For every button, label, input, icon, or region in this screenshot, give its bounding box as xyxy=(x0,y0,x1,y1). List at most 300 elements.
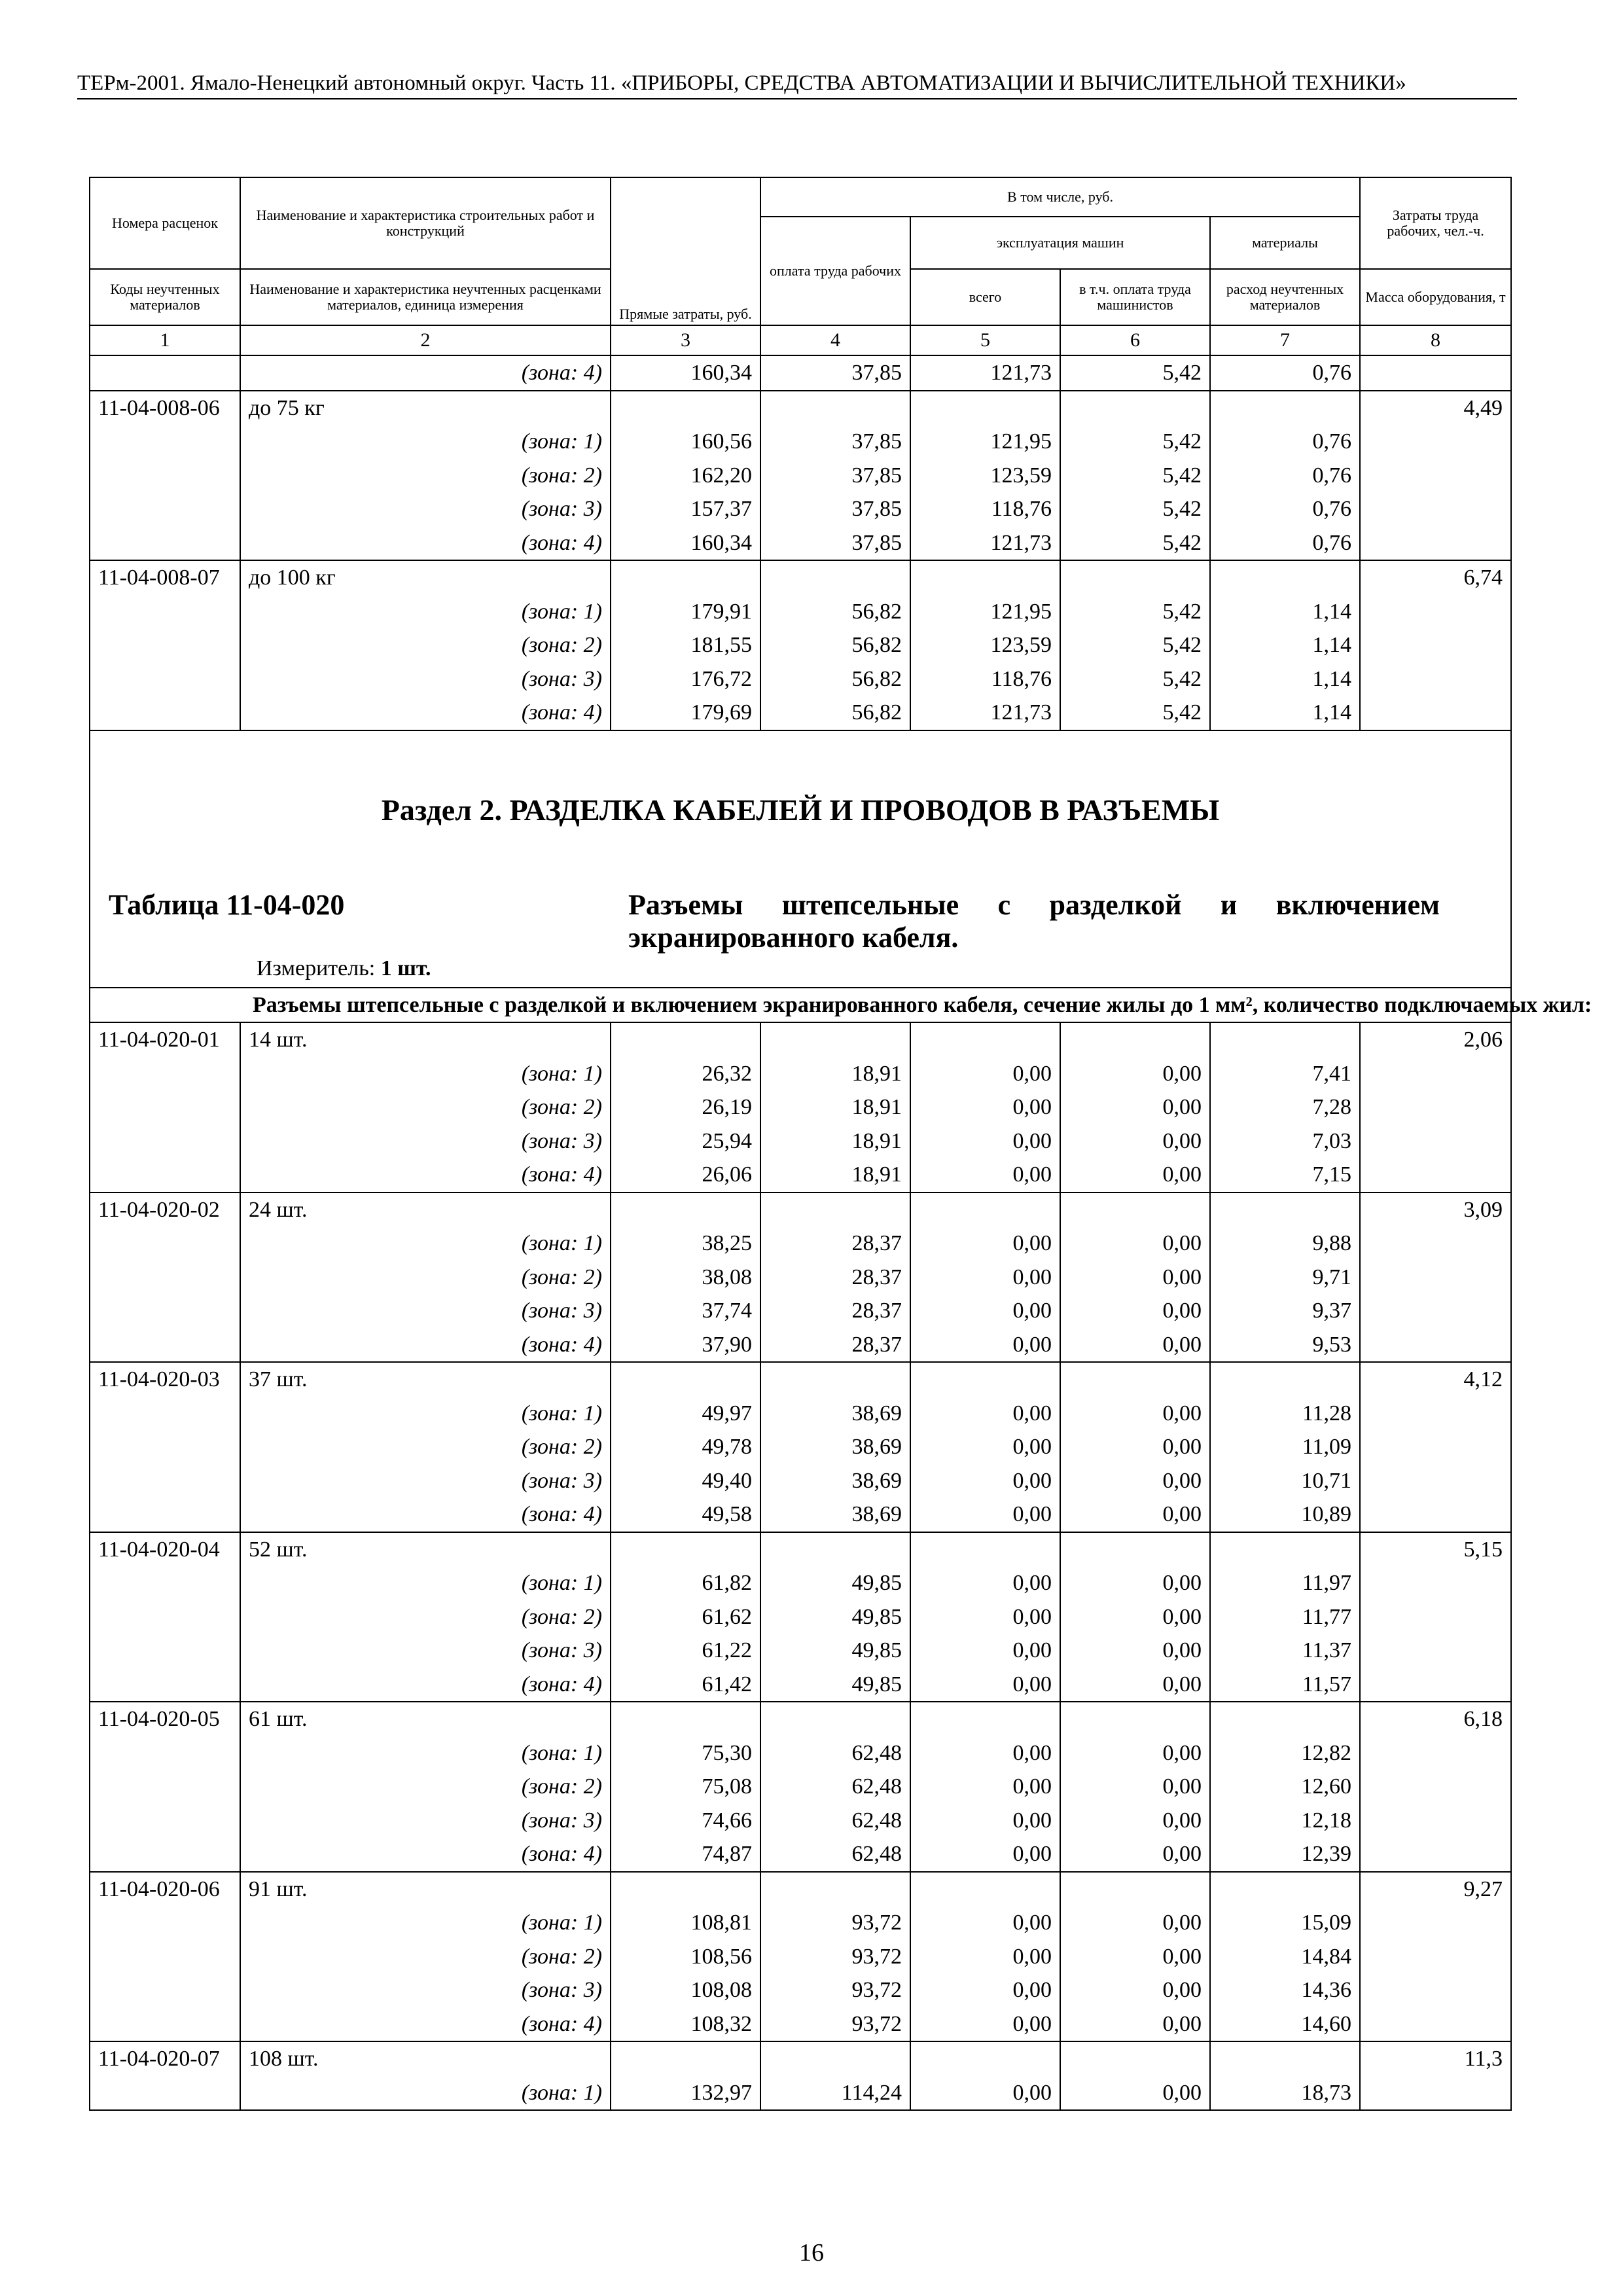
labor-cell xyxy=(1360,1498,1511,1532)
table-body-1 xyxy=(90,355,1511,730)
zone-label: (зона: 3) xyxy=(240,492,611,526)
code-cell xyxy=(90,1498,240,1532)
value-cell: 18,91 xyxy=(760,1124,910,1158)
labor-cell xyxy=(1360,1973,1511,2007)
value-cell: 0,00 xyxy=(1060,1397,1210,1431)
value-cell: 0,00 xyxy=(910,1804,1060,1838)
zone-row xyxy=(90,1057,1511,1091)
value-cell: 38,69 xyxy=(760,1498,910,1532)
measure-value: 1 шт. xyxy=(380,956,431,980)
value-cell: 0,00 xyxy=(1060,1464,1210,1498)
value-cell: 7,41 xyxy=(1210,1057,1360,1091)
value-cell: 0,00 xyxy=(910,1057,1060,1091)
labor-cell xyxy=(1360,1837,1511,1872)
measure xyxy=(90,954,1510,987)
item-name: 91 шт. xyxy=(240,1872,611,1907)
empty-cell xyxy=(1210,1193,1360,1227)
empty-cell xyxy=(760,391,910,425)
zone-row xyxy=(90,1837,1511,1872)
zone-label: (зона: 3) xyxy=(240,1294,611,1328)
value-cell: 38,08 xyxy=(611,1261,760,1295)
code-cell xyxy=(90,1090,240,1124)
page-number: 16 xyxy=(799,2239,824,2267)
code-cell xyxy=(90,1973,240,2007)
labor-cell xyxy=(1360,1600,1511,1634)
zone-row xyxy=(90,1736,1511,1770)
empty-cell xyxy=(760,1022,910,1057)
value-cell: 37,85 xyxy=(760,526,910,561)
empty-cell xyxy=(760,1702,910,1736)
value-cell: 121,73 xyxy=(910,526,1060,561)
value-cell: 0,00 xyxy=(910,1090,1060,1124)
value-cell: 10,89 xyxy=(1210,1498,1360,1532)
value-cell: 176,72 xyxy=(611,662,760,696)
value-cell: 0,00 xyxy=(910,1464,1060,1498)
empty-cell xyxy=(760,560,910,595)
zone-row xyxy=(90,1668,1511,1702)
code-cell xyxy=(90,1124,240,1158)
value-cell: 11,97 xyxy=(1210,1566,1360,1600)
value-cell: 0,00 xyxy=(910,1294,1060,1328)
table-body-2 xyxy=(90,1022,1511,2110)
value-cell: 37,85 xyxy=(760,355,910,391)
empty-cell xyxy=(1210,1022,1360,1057)
value-cell: 56,82 xyxy=(760,628,910,662)
value-cell: 0,00 xyxy=(1060,1158,1210,1193)
value-cell: 0,00 xyxy=(1060,1090,1210,1124)
value-cell: 38,25 xyxy=(611,1227,760,1261)
labor-cell xyxy=(1360,1430,1511,1464)
zone-label: (зона: 4) xyxy=(240,1837,611,1872)
value-cell: 179,69 xyxy=(611,696,760,730)
value-cell: 38,69 xyxy=(760,1464,910,1498)
zone-label: (зона: 1) xyxy=(240,425,611,459)
value-cell: 0,00 xyxy=(1060,1837,1210,1872)
zone-label: (зона: 3) xyxy=(240,1464,611,1498)
code-cell xyxy=(90,1668,240,1702)
column-number: 5 xyxy=(910,325,1060,355)
item-name: 37 шт. xyxy=(240,1362,611,1397)
value-cell: 5,42 xyxy=(1060,662,1210,696)
value-cell: 37,85 xyxy=(760,492,910,526)
labor-cell xyxy=(1360,1057,1511,1091)
code-cell xyxy=(90,459,240,493)
value-cell: 0,00 xyxy=(910,1566,1060,1600)
code-cell xyxy=(90,492,240,526)
code-cell xyxy=(90,1057,240,1091)
value-cell: 0,00 xyxy=(1060,1804,1210,1838)
item-name: 14 шт. xyxy=(240,1022,611,1057)
value-cell: 0,00 xyxy=(910,1328,1060,1363)
rate-code: 11-04-020-05 xyxy=(90,1702,240,1736)
column-number: 7 xyxy=(1210,325,1360,355)
item-name: до 100 кг xyxy=(240,560,611,595)
value-cell: 108,81 xyxy=(611,1906,760,1940)
value-cell: 11,37 xyxy=(1210,1634,1360,1668)
code-cell xyxy=(90,355,240,391)
value-cell: 0,00 xyxy=(1060,1328,1210,1363)
zone-label: (зона: 2) xyxy=(240,1770,611,1804)
zone-row xyxy=(90,1090,1511,1124)
code-cell xyxy=(90,1566,240,1600)
value-cell: 12,60 xyxy=(1210,1770,1360,1804)
value-cell: 1,14 xyxy=(1210,628,1360,662)
zone-row xyxy=(90,459,1511,493)
value-cell: 0,00 xyxy=(1060,1430,1210,1464)
empty-cell xyxy=(910,560,1060,595)
value-cell: 9,37 xyxy=(1210,1294,1360,1328)
value-cell: 0,76 xyxy=(1210,425,1360,459)
value-cell: 14,84 xyxy=(1210,1940,1360,1974)
code-cell xyxy=(90,595,240,629)
th-incpay: в т.ч. оплата труда машинистов xyxy=(1060,269,1210,325)
value-cell: 0,00 xyxy=(1060,1973,1210,2007)
zone-label: (зона: 3) xyxy=(240,1634,611,1668)
value-cell: 0,76 xyxy=(1210,355,1360,391)
value-cell: 18,91 xyxy=(760,1158,910,1193)
labor-cell xyxy=(1360,1124,1511,1158)
empty-cell xyxy=(611,1702,760,1736)
value-cell: 0,00 xyxy=(910,1600,1060,1634)
zone-label: (зона: 3) xyxy=(240,1124,611,1158)
labor-value: 4,12 xyxy=(1360,1362,1511,1397)
zone-row xyxy=(90,2007,1511,2042)
value-cell: 157,37 xyxy=(611,492,760,526)
value-cell: 0,00 xyxy=(910,2076,1060,2111)
value-cell: 118,76 xyxy=(910,492,1060,526)
zone-label: (зона: 2) xyxy=(240,1940,611,1974)
labor-cell xyxy=(1360,459,1511,493)
labor-cell xyxy=(1360,1158,1511,1193)
code-cell xyxy=(90,1158,240,1193)
column-number: 2 xyxy=(240,325,611,355)
item-row xyxy=(90,2041,1511,2076)
rate-code: 11-04-020-03 xyxy=(90,1362,240,1397)
rate-code: 11-04-020-07 xyxy=(90,2041,240,2076)
value-cell: 0,00 xyxy=(1060,1770,1210,1804)
value-cell: 37,74 xyxy=(611,1294,760,1328)
labor-cell xyxy=(1360,1464,1511,1498)
value-cell: 108,32 xyxy=(611,2007,760,2042)
zone-label: (зона: 2) xyxy=(240,1600,611,1634)
value-cell: 0,00 xyxy=(1060,1294,1210,1328)
zone-row xyxy=(90,662,1511,696)
item-row xyxy=(90,1362,1511,1397)
column-number: 1 xyxy=(90,325,240,355)
empty-cell xyxy=(910,1022,1060,1057)
value-cell: 0,00 xyxy=(910,1906,1060,1940)
value-cell: 0,00 xyxy=(910,1261,1060,1295)
value-cell: 0,76 xyxy=(1210,492,1360,526)
code-cell xyxy=(90,1328,240,1363)
value-cell: 0,00 xyxy=(1060,2076,1210,2111)
empty-cell xyxy=(760,2041,910,2076)
zone-row xyxy=(90,1397,1511,1431)
value-cell: 123,59 xyxy=(910,459,1060,493)
item-name: 108 шт. xyxy=(240,2041,611,2076)
code-cell xyxy=(90,425,240,459)
empty-cell xyxy=(1060,1532,1210,1567)
value-cell: 62,48 xyxy=(760,1770,910,1804)
th-mat: материалы xyxy=(1210,217,1360,269)
value-cell: 28,37 xyxy=(760,1227,910,1261)
value-cell: 121,73 xyxy=(910,355,1060,391)
zone-row xyxy=(90,1261,1511,1295)
code-cell xyxy=(90,1770,240,1804)
zone-label: (зона: 1) xyxy=(240,1736,611,1770)
empty-cell xyxy=(1060,1702,1210,1736)
value-cell: 7,15 xyxy=(1210,1158,1360,1193)
value-cell: 0,00 xyxy=(1060,1940,1210,1974)
value-cell: 93,72 xyxy=(760,2007,910,2042)
value-cell: 38,69 xyxy=(760,1430,910,1464)
zone-row xyxy=(90,526,1511,561)
labor-value: 4,49 xyxy=(1360,391,1511,425)
empty-cell xyxy=(1210,391,1360,425)
zone-label: (зона: 4) xyxy=(240,1498,611,1532)
value-cell: 10,71 xyxy=(1210,1464,1360,1498)
section-block xyxy=(90,730,1592,1023)
th-name: Наименование и характеристика строительных работ и конструкций xyxy=(240,177,611,269)
value-cell: 0,00 xyxy=(910,2007,1060,2042)
value-cell: 0,00 xyxy=(1060,1261,1210,1295)
value-cell: 37,85 xyxy=(760,459,910,493)
value-cell: 0,00 xyxy=(910,1124,1060,1158)
page-header: ТЕРм-2001. Ямало-Ненецкий автономный округ. Часть 11. «ПРИБОРЫ, СРЕДСТВА АВТОМАТИЗАЦИИ И ВЫЧИСЛИТЕЛЬНОЙ ТЕХНИКИ» xyxy=(77,71,1517,99)
value-cell: 14,60 xyxy=(1210,2007,1360,2042)
labor-cell xyxy=(1360,1294,1511,1328)
value-cell: 15,09 xyxy=(1210,1906,1360,1940)
th-mass: Масса оборудования, т xyxy=(1360,269,1511,325)
value-cell: 5,42 xyxy=(1060,595,1210,629)
value-cell: 0,00 xyxy=(1060,1634,1210,1668)
empty-cell xyxy=(1060,1022,1210,1057)
table-name: Разъемы штепсельные с разделкой и включением экранированного кабеля. xyxy=(628,888,1440,954)
value-cell: 56,82 xyxy=(760,696,910,730)
zone-label: (зона: 4) xyxy=(240,526,611,561)
zone-label: (зона: 2) xyxy=(240,1090,611,1124)
th-direct: Прямые затраты, руб. xyxy=(611,177,760,325)
group-title: Разъемы штепсельные с разделкой и включением экранированного кабеля, сечение жилы до 1 мм², количество подключаемых жил: xyxy=(90,988,1511,1023)
code-cell xyxy=(90,1600,240,1634)
zone-row xyxy=(90,1294,1511,1328)
labor-value: 5,15 xyxy=(1360,1532,1511,1567)
code-cell xyxy=(90,2076,240,2111)
value-cell: 74,87 xyxy=(611,1837,760,1872)
value-cell: 75,30 xyxy=(611,1736,760,1770)
empty-cell xyxy=(611,1022,760,1057)
labor-cell xyxy=(1360,355,1511,391)
value-cell: 74,66 xyxy=(611,1804,760,1838)
table-head xyxy=(90,177,1511,355)
value-cell: 0,00 xyxy=(1060,1566,1210,1600)
labor-cell xyxy=(1360,1261,1511,1295)
value-cell: 12,18 xyxy=(1210,1804,1360,1838)
empty-cell xyxy=(611,391,760,425)
value-cell: 93,72 xyxy=(760,1940,910,1974)
item-row xyxy=(90,1193,1511,1227)
zone-row xyxy=(90,425,1511,459)
zone-row xyxy=(90,1634,1511,1668)
zone-row xyxy=(90,1464,1511,1498)
value-cell: 28,37 xyxy=(760,1328,910,1363)
value-cell: 61,42 xyxy=(611,1668,760,1702)
labor-cell xyxy=(1360,2007,1511,2042)
value-cell: 181,55 xyxy=(611,628,760,662)
value-cell: 26,06 xyxy=(611,1158,760,1193)
labor-cell xyxy=(1360,2076,1511,2111)
zone-row xyxy=(90,628,1511,662)
labor-cell xyxy=(1360,1090,1511,1124)
empty-cell xyxy=(611,2041,760,2076)
measure-label: Измеритель: xyxy=(257,956,376,980)
value-cell: 5,42 xyxy=(1060,492,1210,526)
empty-cell xyxy=(760,1362,910,1397)
zone-label: (зона: 4) xyxy=(240,1158,611,1193)
table-number: Таблица 11-04-020 xyxy=(109,888,345,921)
value-cell: 0,00 xyxy=(910,1770,1060,1804)
labor-cell xyxy=(1360,1668,1511,1702)
section-title: Раздел 2. РАЗДЕЛКА КАБЕЛЕЙ И ПРОВОДОВ В РАЗЪЕМЫ xyxy=(381,793,1220,827)
rate-code: 11-04-008-07 xyxy=(90,560,240,595)
value-cell: 11,77 xyxy=(1210,1600,1360,1634)
value-cell: 5,42 xyxy=(1060,628,1210,662)
zone-row xyxy=(90,1566,1511,1600)
value-cell: 49,40 xyxy=(611,1464,760,1498)
empty-cell xyxy=(1060,1872,1210,1907)
value-cell: 26,32 xyxy=(611,1057,760,1091)
empty-cell xyxy=(1060,391,1210,425)
value-cell: 93,72 xyxy=(760,1906,910,1940)
value-cell: 12,39 xyxy=(1210,1837,1360,1872)
zone-label: (зона: 2) xyxy=(240,1430,611,1464)
zone-row xyxy=(90,1227,1511,1261)
code-cell xyxy=(90,1430,240,1464)
code-cell xyxy=(90,1261,240,1295)
value-cell: 38,69 xyxy=(760,1397,910,1431)
empty-cell xyxy=(1210,1872,1360,1907)
value-cell: 49,85 xyxy=(760,1634,910,1668)
item-row xyxy=(90,1022,1511,1057)
value-cell: 0,00 xyxy=(910,1430,1060,1464)
value-cell: 0,00 xyxy=(910,1158,1060,1193)
th-num: Номера расценок xyxy=(90,177,240,269)
th-name2: Наименование и характеристика неучтенных расценками материалов, единица измерения xyxy=(240,269,611,325)
empty-cell xyxy=(1060,560,1210,595)
value-cell: 49,85 xyxy=(760,1600,910,1634)
labor-cell xyxy=(1360,425,1511,459)
code-cell xyxy=(90,1906,240,1940)
value-cell: 49,97 xyxy=(611,1397,760,1431)
value-cell: 61,22 xyxy=(611,1634,760,1668)
value-cell: 160,34 xyxy=(611,526,760,561)
code-cell xyxy=(90,1634,240,1668)
empty-cell xyxy=(910,391,1060,425)
value-cell: 62,48 xyxy=(760,1837,910,1872)
zone-row xyxy=(90,492,1511,526)
code-cell xyxy=(90,1940,240,1974)
value-cell: 118,76 xyxy=(910,662,1060,696)
value-cell: 0,00 xyxy=(910,1397,1060,1431)
value-cell: 0,00 xyxy=(1060,1124,1210,1158)
value-cell: 49,58 xyxy=(611,1498,760,1532)
value-cell: 9,71 xyxy=(1210,1261,1360,1295)
value-cell: 132,97 xyxy=(611,2076,760,2111)
value-cell: 25,94 xyxy=(611,1124,760,1158)
rates-table xyxy=(89,177,1592,2111)
labor-cell xyxy=(1360,492,1511,526)
labor-value: 9,27 xyxy=(1360,1872,1511,1907)
column-number: 6 xyxy=(1060,325,1210,355)
zone-label: (зона: 1) xyxy=(240,1227,611,1261)
value-cell: 56,82 xyxy=(760,662,910,696)
code-cell xyxy=(90,526,240,561)
value-cell: 1,14 xyxy=(1210,662,1360,696)
value-cell: 9,88 xyxy=(1210,1227,1360,1261)
rate-code: 11-04-020-04 xyxy=(90,1532,240,1567)
value-cell: 37,85 xyxy=(760,425,910,459)
value-cell: 0,76 xyxy=(1210,526,1360,561)
item-name: до 75 кг xyxy=(240,391,611,425)
zone-row xyxy=(90,1804,1511,1838)
zone-label: (зона: 4) xyxy=(240,2007,611,2042)
value-cell: 26,19 xyxy=(611,1090,760,1124)
zone-row xyxy=(90,696,1511,730)
zone-row xyxy=(90,1770,1511,1804)
labor-cell xyxy=(1360,1906,1511,1940)
value-cell: 56,82 xyxy=(760,595,910,629)
empty-cell xyxy=(910,1193,1060,1227)
code-cell xyxy=(90,628,240,662)
value-cell: 49,85 xyxy=(760,1566,910,1600)
zone-label: (зона: 3) xyxy=(240,662,611,696)
zone-label: (зона: 4) xyxy=(240,1328,611,1363)
zone-row xyxy=(90,1430,1511,1464)
value-cell: 11,57 xyxy=(1210,1668,1360,1702)
code-cell xyxy=(90,662,240,696)
empty-cell xyxy=(910,1362,1060,1397)
value-cell: 62,48 xyxy=(760,1736,910,1770)
value-cell: 0,00 xyxy=(1060,1600,1210,1634)
value-cell: 7,03 xyxy=(1210,1124,1360,1158)
empty-cell xyxy=(611,1532,760,1567)
value-cell: 114,24 xyxy=(760,2076,910,2111)
th-codes: Коды неучтенных материалов xyxy=(90,269,240,325)
value-cell: 7,28 xyxy=(1210,1090,1360,1124)
empty-cell xyxy=(760,1532,910,1567)
value-cell: 18,91 xyxy=(760,1057,910,1091)
value-cell: 0,00 xyxy=(910,1227,1060,1261)
column-number: 4 xyxy=(760,325,910,355)
labor-cell xyxy=(1360,696,1511,730)
zone-label: (зона: 2) xyxy=(240,1261,611,1295)
rate-code: 11-04-020-02 xyxy=(90,1193,240,1227)
value-cell: 121,95 xyxy=(910,595,1060,629)
value-cell: 121,73 xyxy=(910,696,1060,730)
value-cell: 5,42 xyxy=(1060,425,1210,459)
zone-label: (зона: 3) xyxy=(240,1804,611,1838)
value-cell: 0,00 xyxy=(910,1498,1060,1532)
zone-label: (зона: 4) xyxy=(240,355,611,391)
empty-cell xyxy=(1210,1532,1360,1567)
empty-cell xyxy=(1210,2041,1360,2076)
value-cell: 0,00 xyxy=(910,1634,1060,1668)
value-cell: 0,00 xyxy=(1060,1227,1210,1261)
value-cell: 49,85 xyxy=(760,1668,910,1702)
value-cell: 28,37 xyxy=(760,1294,910,1328)
labor-cell xyxy=(1360,1397,1511,1431)
rate-code: 11-04-020-06 xyxy=(90,1872,240,1907)
